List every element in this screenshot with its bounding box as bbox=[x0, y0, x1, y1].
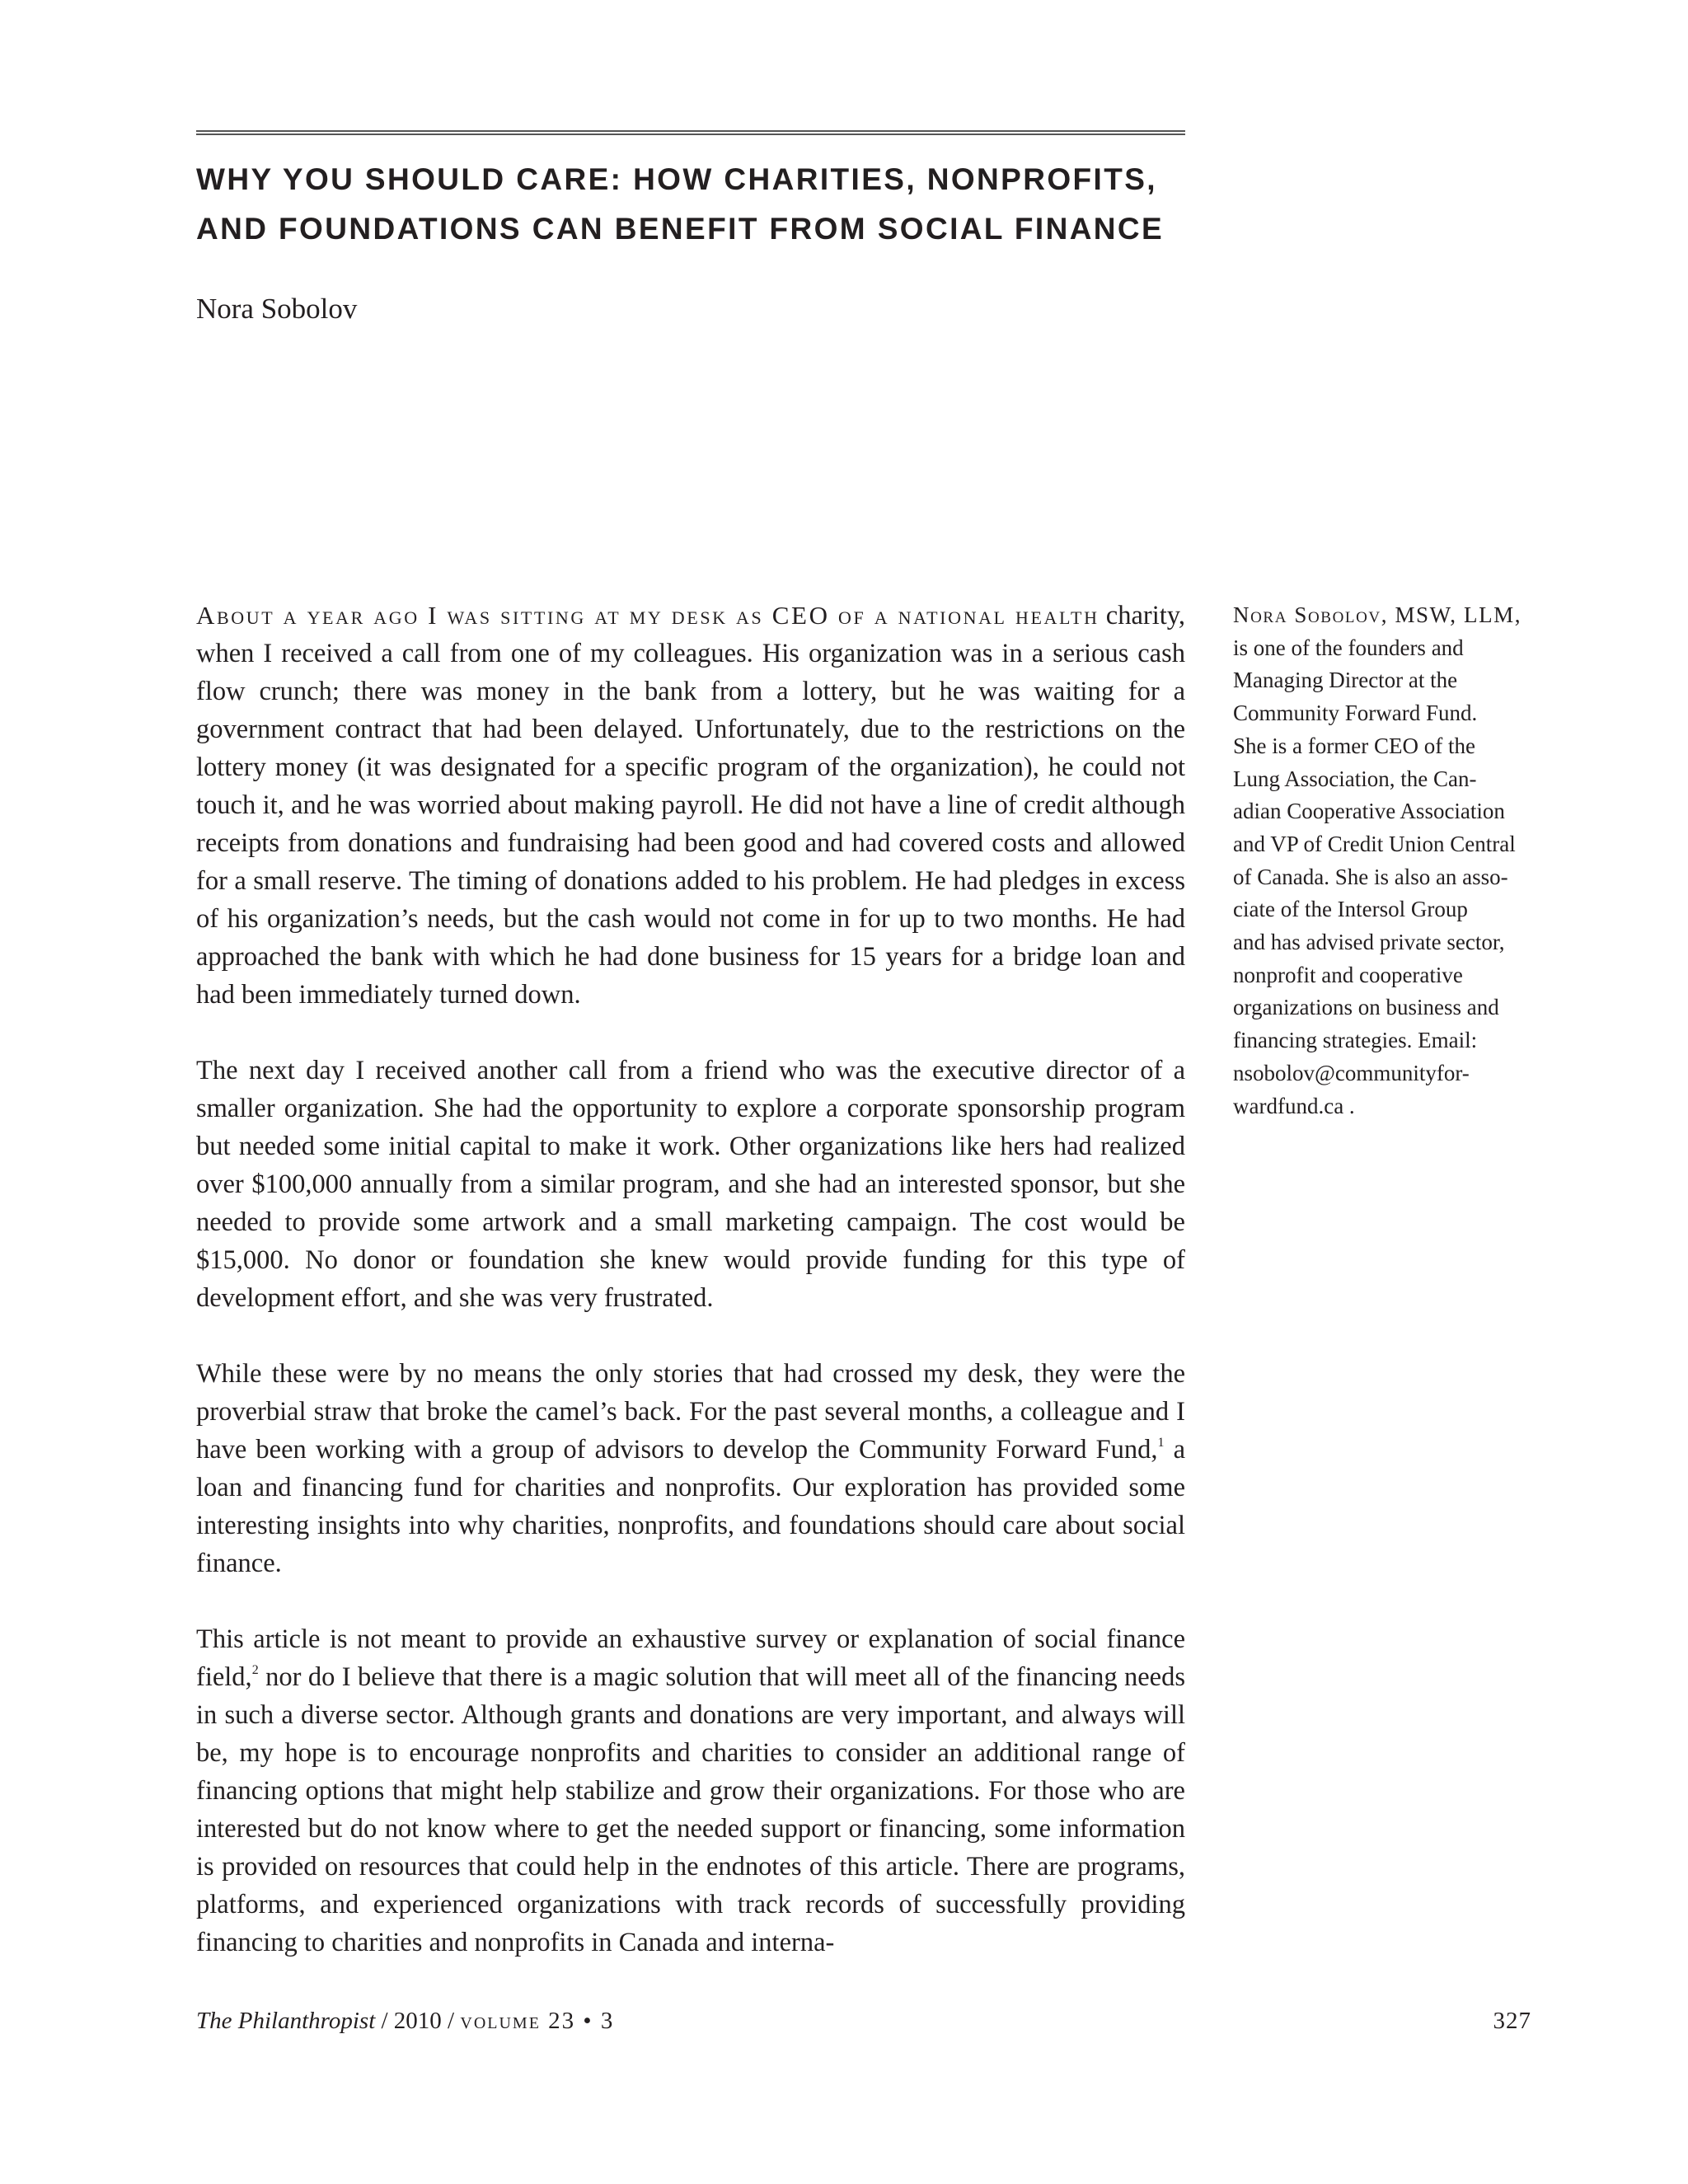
running-footer bbox=[196, 2004, 614, 2037]
author-name: Nora Sobolov bbox=[196, 293, 358, 325]
title-line-1: WHY YOU SHOULD CARE: HOW CHARITIES, NONPROFITS, bbox=[196, 162, 1157, 196]
bio-email-line[interactable]: nsobolov@communityfor- bbox=[1233, 1060, 1470, 1085]
bio-email-line[interactable]: wardfund.ca . bbox=[1233, 1093, 1355, 1118]
paragraph-4-text-b: nor do I believe that there is a magic solution that will meet all of the financing needs in such a diverse sector. Although grants and donations are very important, and always will be, my hope is to encourage nonprofits and charities to consider an additional range of financing options that might help stabilize and grow their organizations. For those who are interested but do not know where to get the needed support or financing, some information is provided on resources that could help in the endnotes of this article. There are programs, platforms, and experienced organizations with track records of successfully providing financing to charities and nonprofits in Canada and interna- bbox=[196, 1662, 1185, 1957]
bio-line: and VP of Credit Union Central bbox=[1233, 831, 1516, 856]
paragraph-2: The next day I received another call from a friend who was the executive director of a smaller organization. She had the opportunity to explore a corporate sponsorship program but needed some initial capital to make it work. Other organizations like hers had realized over $100,000 annually from a similar program, and she had an interested sponsor, but she needed to provide some artwork and a small marketing campaign. The cost would be $15,000. No donor or foundation she knew would provide funding for this type of development effort, and she was very frustrated. bbox=[196, 1056, 1185, 1313]
title-line-2: AND FOUNDATIONS CAN BENEFIT FROM SOCIAL FINANCE bbox=[196, 212, 1165, 246]
author-bio-sidebar bbox=[1233, 599, 1542, 1122]
bio-line: ciate of the Intersol Group bbox=[1233, 897, 1468, 922]
bio-line: Managing Director at the bbox=[1233, 668, 1458, 693]
bio-author-name: Nora Sobolov, MSW, LLM, bbox=[1233, 602, 1522, 627]
paragraph-4-text-a: This article is not meant to provide an exhaustive survey or explanation of social finance field, bbox=[196, 1624, 1185, 1692]
paragraph-1-text: charity, when I received a call from one of my colleagues. His organization was in a serious cash flow crunch; there was money in the bank from a lottery, but he was waiting for a government contract that had been delayed. Unfortunately, due to the restrictions on the lottery money (it was designated for a specific program of the organization), he could not touch it, and he was worried about making payroll. He did not have a line of credit although receipts from donations and fundraising had been good and had covered costs and allowed for a small reserve. The timing of donations added to his problem. He had pledges in excess of his organization’s needs, but the cash would not come in for up to two months. He had approached the bank with which he had done business for 15 years for a bridge loan and had been immediately turned down. bbox=[196, 601, 1186, 1010]
article-body bbox=[196, 597, 1185, 1999]
journal-name: The Philanthropist bbox=[196, 2008, 376, 2034]
title-rule bbox=[196, 130, 1185, 135]
bio-line: She is a former CEO of the bbox=[1233, 733, 1475, 758]
bio-line: Lung Association, the Can- bbox=[1233, 766, 1477, 791]
paragraph-3-text-b: a loan and financing fund for charities and nonprofits. Our exploration has provided some interesting insights into why charities, nonprofits, and foundations should care about social finance. bbox=[196, 1435, 1185, 1578]
paragraph-lead-in: About a year ago I was sitting at my desk as CEO of a national health bbox=[196, 601, 1100, 630]
bio-line: nonprofit and cooperative bbox=[1233, 962, 1463, 987]
bio-line: is one of the founders and bbox=[1233, 635, 1464, 660]
bio-line: of Canada. She is also an asso- bbox=[1233, 864, 1508, 889]
bio-line: organizations on business and bbox=[1233, 995, 1499, 1020]
paragraph-3 bbox=[196, 1355, 1185, 1582]
paragraph-1 bbox=[196, 597, 1185, 1014]
bio-line: adian Cooperative Association bbox=[1233, 799, 1505, 824]
article-title bbox=[196, 155, 1185, 254]
volume-issue: volume 23 • 3 bbox=[460, 2008, 615, 2034]
paragraph-3-text-a: While these were by no means the only stories that had crossed my desk, they were the proverbial straw that broke the camel’s back. For the past several months, a colleague and I have been working with a group of advisors to develop the Community Forward Fund, bbox=[196, 1359, 1185, 1465]
bio-line: financing strategies. Email: bbox=[1233, 1028, 1478, 1053]
bio-line: and has advised private sector, bbox=[1233, 930, 1505, 955]
bio-line: Community Forward Fund. bbox=[1233, 701, 1478, 726]
endnote-ref-1[interactable]: 1 bbox=[1157, 1436, 1165, 1450]
footer-separator: / 2010 / bbox=[375, 2008, 461, 2034]
endnote-ref-2[interactable]: 2 bbox=[251, 1663, 259, 1677]
paragraph-4 bbox=[196, 1620, 1185, 1961]
page-number: 327 bbox=[1493, 2008, 1531, 2034]
